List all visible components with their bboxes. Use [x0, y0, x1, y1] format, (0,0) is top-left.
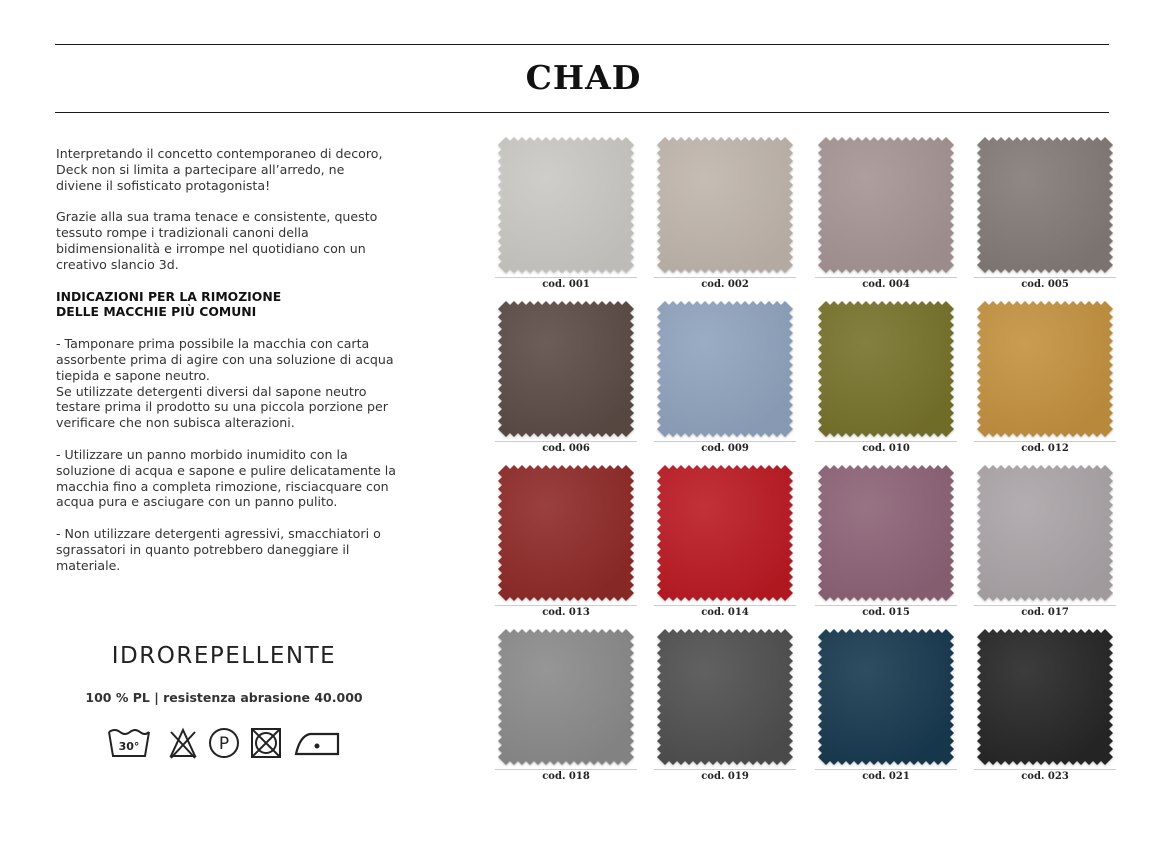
swatch-code: cod. 021	[862, 771, 910, 782]
top-rule	[55, 44, 1109, 45]
instruction-1: - Tamponare prima possibile la macchia con carta assorbente prima di agire con una soluzione di acqua tiepida e sapone neutro. Se utilizzate detergenti diversi dal sapone neutro testare prima il prodotto su una piccola porzione per verificare che non subisca alterazioni.	[56, 336, 394, 431]
instruction-2: - Utilizzare un panno morbido inumidito con la soluzione di acqua e sapone e pulire delicatamente la macchia fino a completa rimozione, risciacquare con acqua pura e asciugare con un panno pulito.	[56, 446, 396, 510]
swatch-color	[657, 629, 793, 765]
fabric-swatch	[498, 137, 634, 273]
fabric-swatch	[657, 629, 793, 765]
code-divider	[974, 277, 1116, 278]
wash-30-icon	[106, 726, 152, 760]
code-divider	[974, 769, 1116, 770]
code-divider	[654, 605, 796, 606]
swatch-code: cod. 004	[862, 279, 910, 290]
fabric-swatch	[977, 465, 1113, 601]
swatch-code: cod. 005	[1021, 279, 1069, 290]
swatch-color	[498, 301, 634, 437]
fabric-swatch	[498, 629, 634, 765]
swatch-color	[818, 465, 954, 601]
fabric-swatch	[498, 301, 634, 437]
fabric-swatch	[818, 629, 954, 765]
code-divider	[974, 605, 1116, 606]
swatch-code: cod. 002	[701, 279, 749, 290]
intro-paragraph: Interpretando il concetto contemporaneo di decoro, Deck non si limita a partecipare all’arredo, ne diviene il sofisticato protagonista!	[56, 146, 383, 193]
swatch-color	[498, 629, 634, 765]
fabric-swatch	[818, 301, 954, 437]
code-divider	[815, 441, 957, 442]
code-divider	[654, 769, 796, 770]
swatch-code: cod. 014	[701, 607, 749, 618]
fabric-swatch	[818, 137, 954, 273]
dry-clean-letter: P	[218, 734, 230, 754]
swatch-color	[498, 465, 634, 601]
instruction-3: - Non utilizzare detergenti agressivi, smacchiatori o sgrassatori in quanto potrebbero daneggiare il materiale.	[56, 526, 381, 573]
fabric-swatch	[977, 301, 1113, 437]
swatch-color	[818, 137, 954, 273]
iron-low-icon	[292, 726, 342, 760]
fabric-swatch	[977, 137, 1113, 273]
code-divider	[495, 769, 637, 770]
code-divider	[495, 605, 637, 606]
fabric-swatch	[657, 137, 793, 273]
title-rule	[55, 112, 1109, 113]
swatch-color	[977, 137, 1113, 273]
swatch-code: cod. 017	[1021, 607, 1069, 618]
swatch-code: cod. 023	[1021, 771, 1069, 782]
dry-clean-p-icon	[207, 726, 241, 760]
code-divider	[495, 277, 637, 278]
feature-label: IDROREPELLENTE	[111, 643, 337, 669]
stain-heading: INDICAZIONI PER LA RIMOZIONE DELLE MACCHIE PIÙ COMUNI	[56, 288, 282, 320]
swatch-code: cod. 009	[701, 443, 749, 454]
swatch-code: cod. 010	[862, 443, 910, 454]
code-divider	[815, 769, 957, 770]
swatch-color	[657, 137, 793, 273]
swatch-color	[657, 301, 793, 437]
code-divider	[495, 441, 637, 442]
wash-temperature: 30°	[118, 740, 140, 753]
swatch-color	[818, 629, 954, 765]
swatch-code: cod. 013	[542, 607, 590, 618]
code-divider	[654, 441, 796, 442]
texture-paragraph: Grazie alla sua trama tenace e consistente, questo tessuto rompe i tradizionali canoni della bidimensionalità e irrompe nel quotidiano con un creativo slancio 3d.	[56, 209, 378, 272]
swatch-color	[977, 465, 1113, 601]
swatch-code: cod. 006	[542, 443, 590, 454]
code-divider	[815, 277, 957, 278]
code-divider	[815, 605, 957, 606]
description-column	[56, 146, 428, 590]
fabric-swatch	[498, 465, 634, 601]
swatch-code: cod. 015	[862, 607, 910, 618]
code-divider	[654, 277, 796, 278]
fabric-swatch	[818, 465, 954, 601]
swatch-color	[498, 137, 634, 273]
swatch-color	[657, 465, 793, 601]
swatch-code: cod. 018	[542, 771, 590, 782]
swatch-code: cod. 012	[1021, 443, 1069, 454]
fabric-swatch	[657, 301, 793, 437]
swatch-code: cod. 001	[542, 279, 590, 290]
swatch-color	[818, 301, 954, 437]
no-bleach-icon	[168, 726, 198, 760]
swatch-color	[977, 301, 1113, 437]
no-tumble-dry-icon	[249, 726, 283, 760]
fabric-swatch	[977, 629, 1113, 765]
fabric-swatch	[657, 465, 793, 601]
swatch-code: cod. 019	[701, 771, 749, 782]
code-divider	[974, 441, 1116, 442]
swatch-color	[977, 629, 1113, 765]
composition-label: 100 % PL | resistenza abrasione 40.000	[85, 690, 363, 705]
page-title: CHAD	[525, 58, 642, 97]
